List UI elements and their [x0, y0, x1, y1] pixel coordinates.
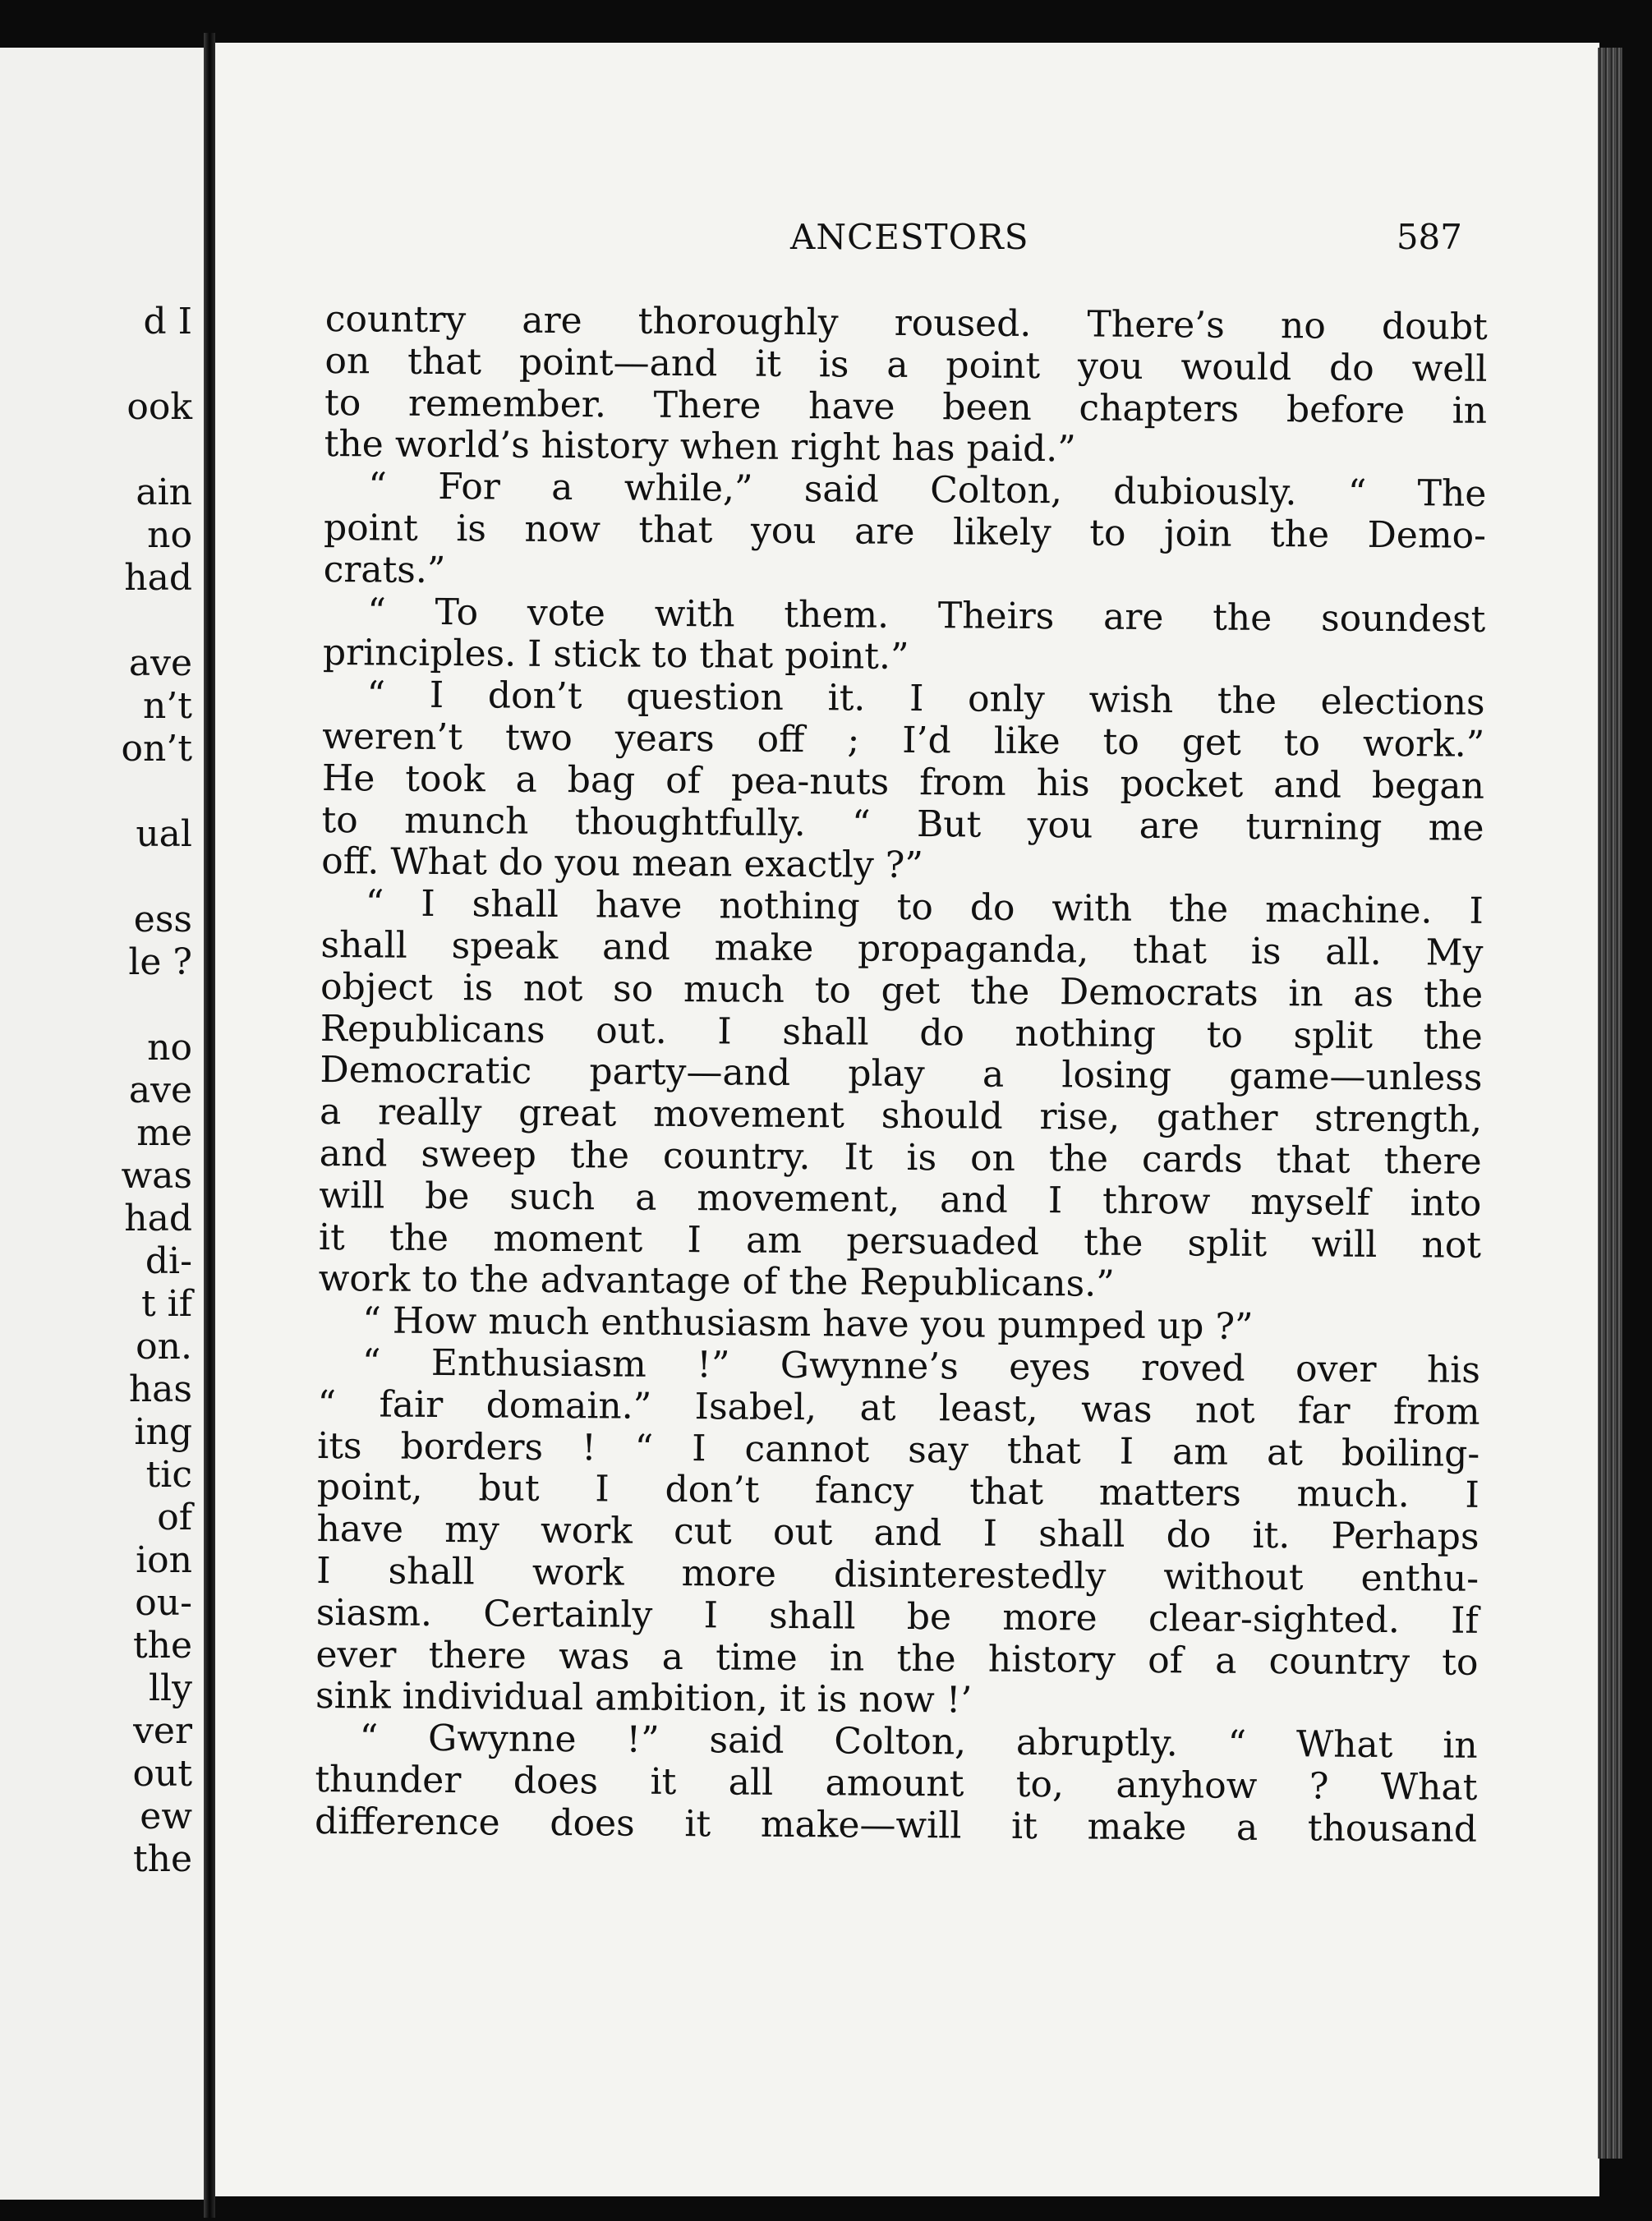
left-fragment: ave — [128, 642, 192, 684]
left-fragment — [122, 429, 193, 471]
text-line: crats.” — [323, 548, 446, 591]
text-line: “ I shall have nothing to do with the machine. I — [365, 882, 1484, 933]
left-fragment: ver — [133, 1710, 192, 1752]
text-line: a really great movement should rise, gather strength, — [319, 1091, 1483, 1141]
left-fragment: n’t — [142, 685, 192, 727]
left-fragment: ing — [134, 1411, 192, 1453]
left-page — [0, 48, 204, 2200]
text-line: shall speak and make propaganda, that is all. My — [320, 923, 1484, 974]
page-block-edge — [1598, 48, 1622, 2159]
left-fragment: ess — [133, 899, 192, 940]
left-fragment — [122, 984, 193, 1027]
left-fragment: d I — [143, 301, 192, 343]
text-line: off. What do you mean exactly ?” — [321, 840, 924, 887]
text-line: “ How much enthusiasm have you pumped up ?” — [362, 1299, 1254, 1349]
text-line: “ I don’t question it. I only wish the elections — [366, 674, 1485, 724]
left-fragment: on’t — [121, 728, 192, 770]
text-line: principles. I stick to that point.” — [322, 632, 909, 678]
text-line: the world’s history when right has paid.” — [324, 423, 1076, 471]
left-fragment: le ? — [128, 941, 192, 983]
left-fragment: the — [132, 1625, 192, 1667]
left-fragment: t if — [140, 1283, 192, 1325]
text-line: will be such a movement, and I throw myself into — [319, 1174, 1482, 1225]
text-line: “ fair domain.” Isabel, at least, was not far from — [317, 1382, 1480, 1433]
left-fragment: had — [124, 1198, 192, 1239]
text-line: to remember. There have been chapters before in — [324, 381, 1488, 432]
text-line: siasm. Certainly I shall be more clear-sighted. If — [315, 1591, 1479, 1642]
text-line: “ Gwynne !” said Colton, abruptly. “ What in — [359, 1717, 1478, 1767]
left-fragment: of — [157, 1497, 192, 1538]
text-line: Republicans out. I shall do nothing to split the — [320, 1007, 1483, 1058]
left-fragment: has — [128, 1368, 192, 1410]
text-line: sink individual ambition, it is now !’ — [315, 1675, 973, 1722]
text-line: point is now that you are likely to join the Demo- — [323, 506, 1487, 557]
text-line: “ For a while,” said Colton, dubiously. “ The — [368, 465, 1487, 516]
left-fragment: was — [121, 1155, 192, 1197]
left-fragment — [122, 770, 193, 813]
left-fragment: ual — [136, 813, 192, 855]
left-fragment: me — [136, 1112, 192, 1154]
left-fragment: ook — [127, 386, 192, 428]
left-fragment — [122, 343, 193, 386]
left-fragment: no — [147, 1027, 192, 1069]
text-line: difference does it make—will it make a thousand — [314, 1800, 1478, 1851]
left-fragment — [122, 856, 193, 899]
left-fragment: had — [124, 557, 192, 599]
text-line: thunder does it all amount to, anyhow ? What — [315, 1758, 1478, 1809]
left-fragment: ew — [140, 1796, 192, 1837]
text-line: “ Enthusiasm !” Gwynne’s eyes roved over his — [361, 1341, 1481, 1391]
text-line: and sweep the country. It is on the cards that there — [319, 1132, 1482, 1183]
left-fragment: ain — [136, 471, 192, 513]
left-fragment: ion — [136, 1539, 192, 1581]
text-line: its borders ! “ I cannot say that I am at boiling- — [317, 1424, 1480, 1475]
text-line: Democratic party—and play a losing game—unless — [320, 1049, 1483, 1100]
page-number: 587 — [1396, 217, 1462, 257]
left-fragment: ou- — [135, 1582, 192, 1624]
left-fragment: lly — [148, 1667, 192, 1709]
text-line: “ To vote with them. Theirs are the soundest — [367, 590, 1486, 641]
left-fragment: tic — [145, 1454, 192, 1496]
left-page-text-fragments — [122, 301, 193, 1881]
text-line: country are thoroughly roused. There’s no doubt — [324, 298, 1488, 348]
left-fragment — [122, 600, 193, 642]
running-head — [320, 217, 1462, 269]
text-line: it the moment I am persuaded the split will not — [318, 1216, 1482, 1267]
text-line: point, but I don’t fancy that matters much. I — [316, 1466, 1480, 1517]
left-fragment: di- — [145, 1240, 192, 1282]
left-fragment: out — [132, 1753, 192, 1795]
text-line: He took a bag of pea-nuts from his pocket and began — [321, 756, 1485, 807]
text-line: to munch thoughtfully. “ But you are turning me — [321, 798, 1484, 849]
left-fragment: on. — [136, 1326, 192, 1368]
left-fragment: ave — [128, 1069, 192, 1111]
text-line: object is not so much to get the Democrats in as the — [320, 965, 1484, 1016]
right-page — [215, 43, 1599, 2196]
text-line: ever there was a time in the history of a country to — [315, 1633, 1479, 1684]
body-text — [315, 299, 1488, 1851]
text-line: I shall work more disinterestedly without enthu- — [316, 1549, 1479, 1600]
left-fragment: no — [147, 514, 192, 556]
running-title: ANCESTORS — [790, 217, 1029, 257]
text-line: weren’t two years off ; I’d like to get to work.” — [322, 715, 1485, 766]
text-line: work to the advantage of the Republicans.” — [318, 1258, 1115, 1306]
book-gutter — [204, 33, 215, 2218]
text-line: on that point—and it is a point you would do well — [324, 339, 1488, 390]
text-line: have my work cut out and I shall do it. Perhaps — [316, 1508, 1479, 1558]
left-fragment: the — [132, 1838, 192, 1880]
